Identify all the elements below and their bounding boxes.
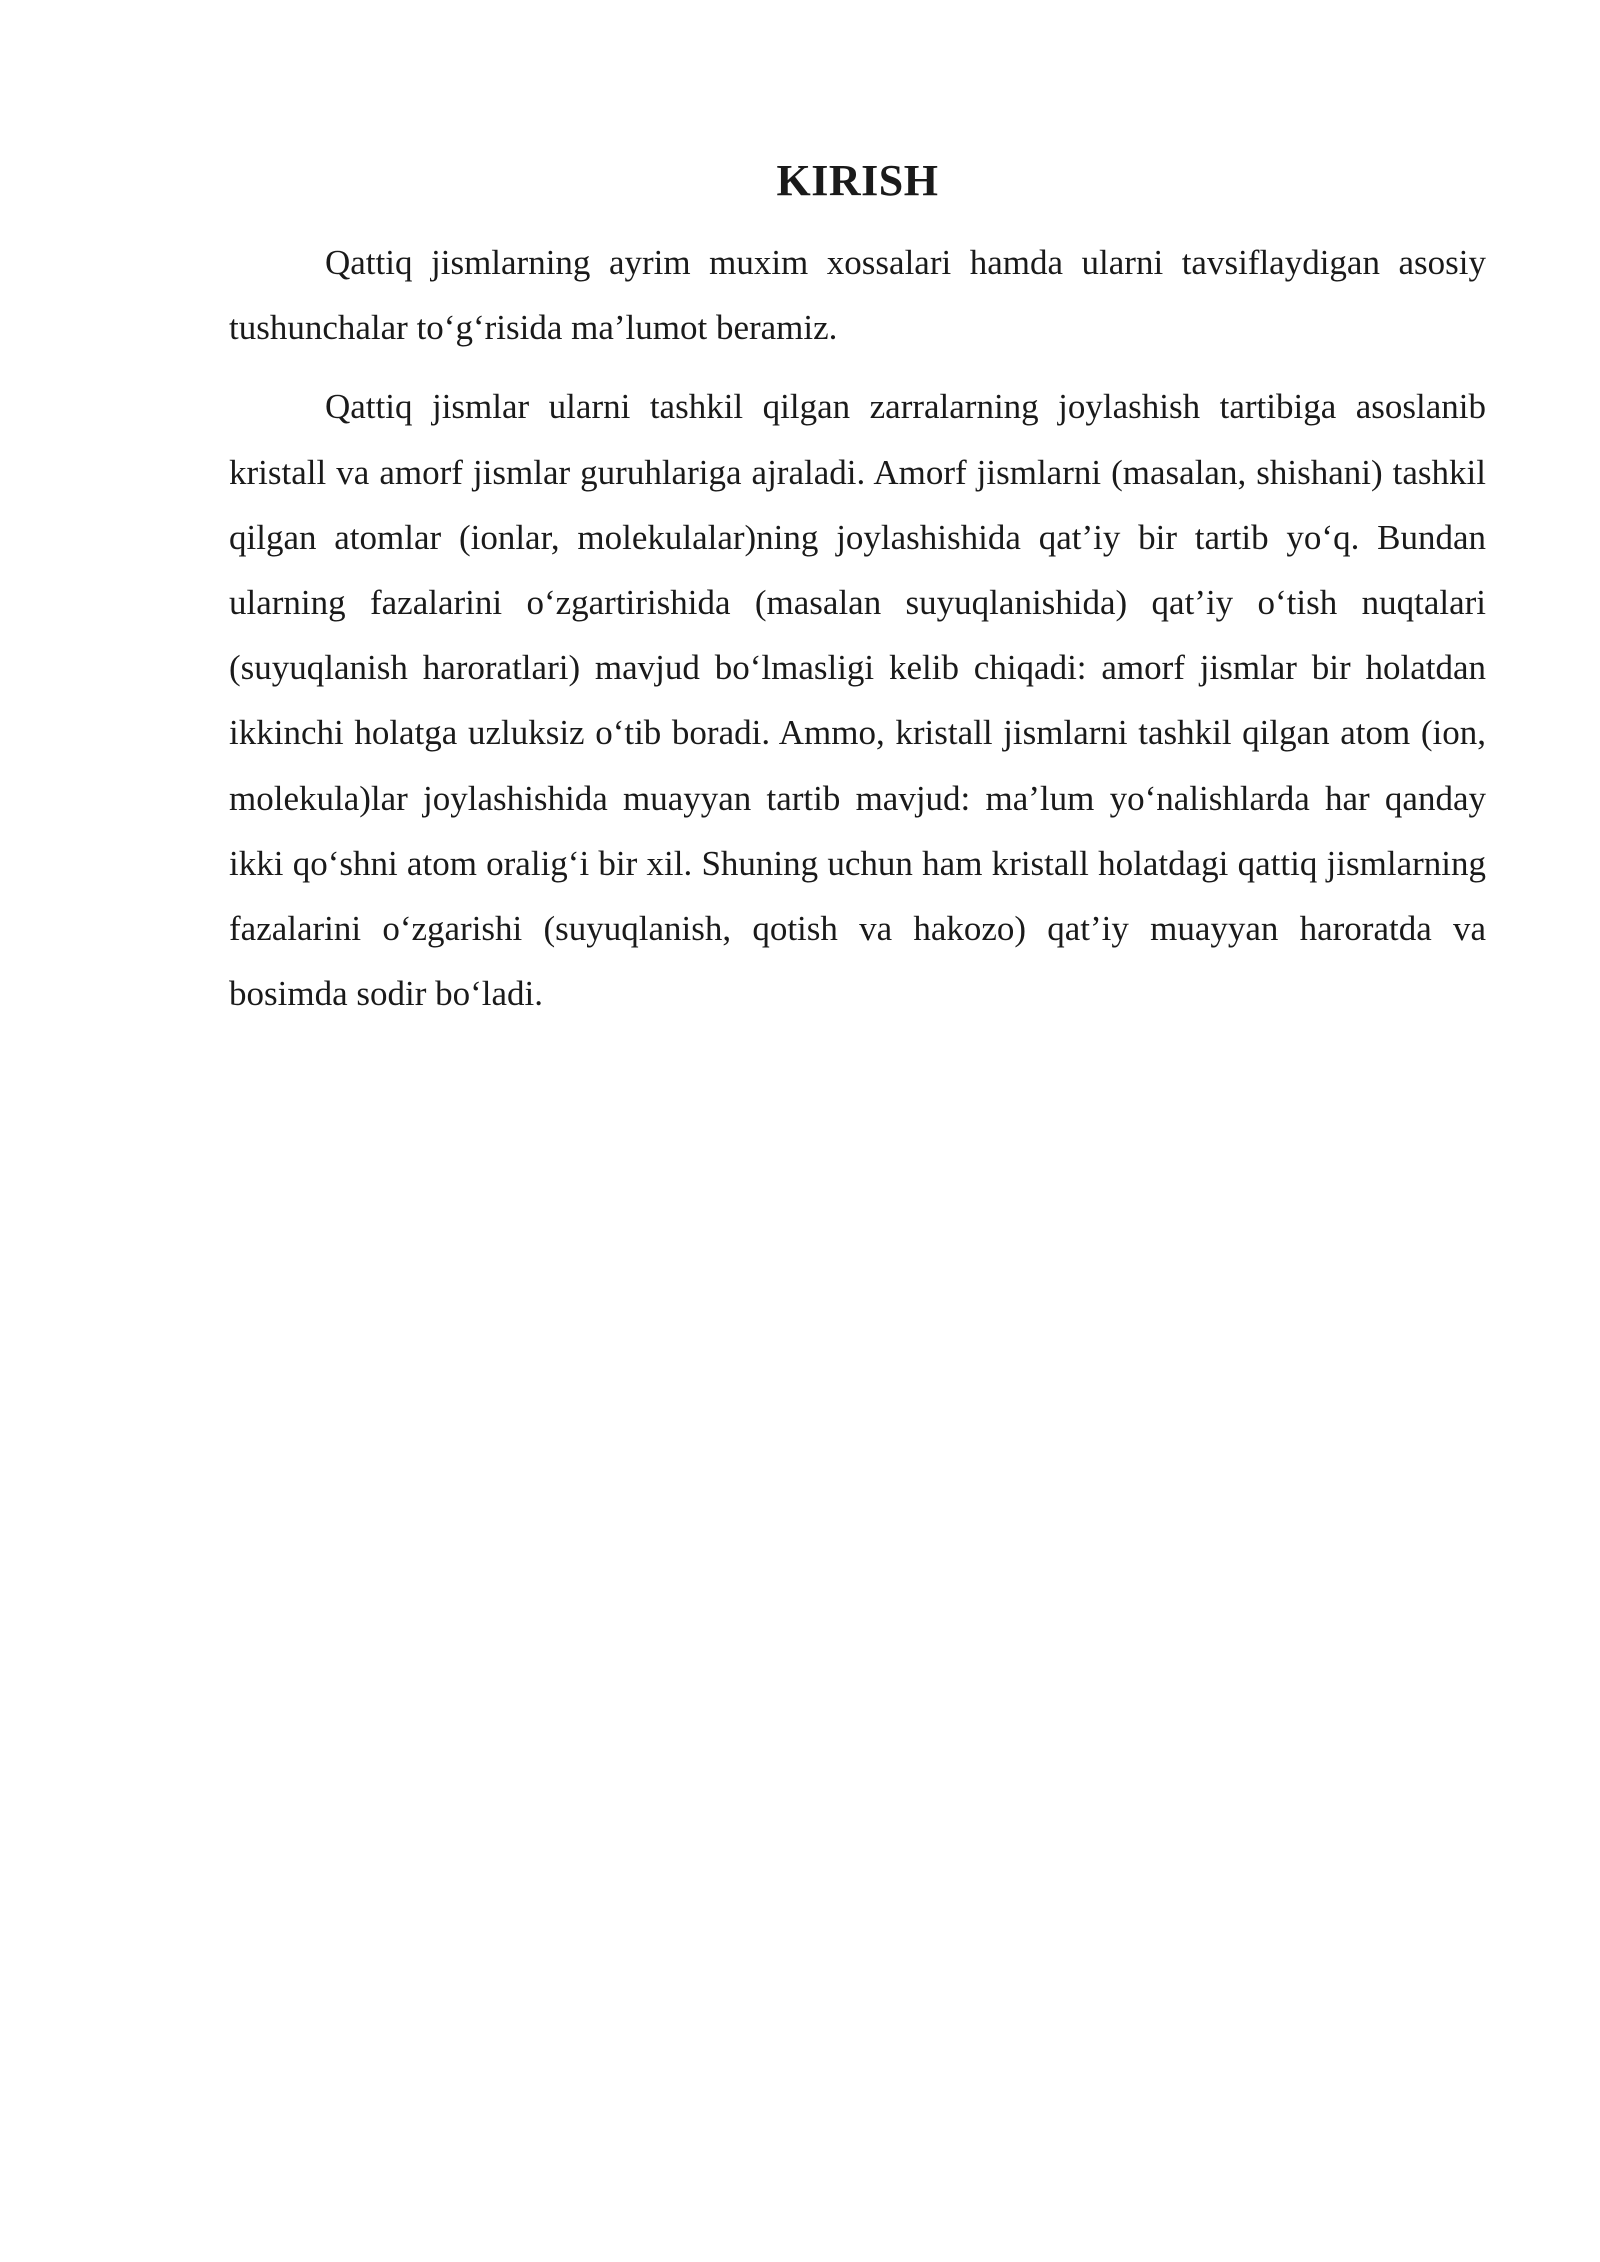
paragraph-intro: Qattiq jismlarning ayrim muxim xossalari hamda ularni tavsiflaydigan asosiy tushunchalar to‘g‘risida ma’lumot beramiz.: [229, 243, 1486, 348]
document-body: [229, 150, 1486, 1040]
paragraph-solids-classification: Qattiq jismlar ularni tashkil qilgan zarralarning joylashish tartibiga asoslanib kristall va amorf jismlar guruhlariga ajraladi. Amorf jismlarni (masalan, shishani) tashkil qilgan atomlar (ionlar, molekulalar)ning joylashishida qat’iy bir tartib yo‘q. Bundan ularning fazalarini o‘zgartirishida (masalan suyuqlanishida) qat’iy o‘tish nuqtalari (suyuqlanish haroratlari) mavjud bo‘lmasligi kelib chiqadi: amorf jismlar bir holatdan ikkinchi holatga uzluksiz o‘tib boradi. Ammo, kristall jismlarni tashkil qilgan atom (ion, molekula)lar joylashishida muayyan tartib mavjud: ma’lum yo‘nalishlarda har qanday ikki qo‘shni atom oralig‘i bir xil. Shuning uchun ham kristall holatdagi qattiq jismlarning fazalarini o‘zgarishi (suyuqlanish, qotish va hakozo) qat’iy muayyan haroratda va bosimda sodir bo‘ladi.: [229, 387, 1486, 1014]
page-title: KIRISH: [776, 156, 939, 205]
